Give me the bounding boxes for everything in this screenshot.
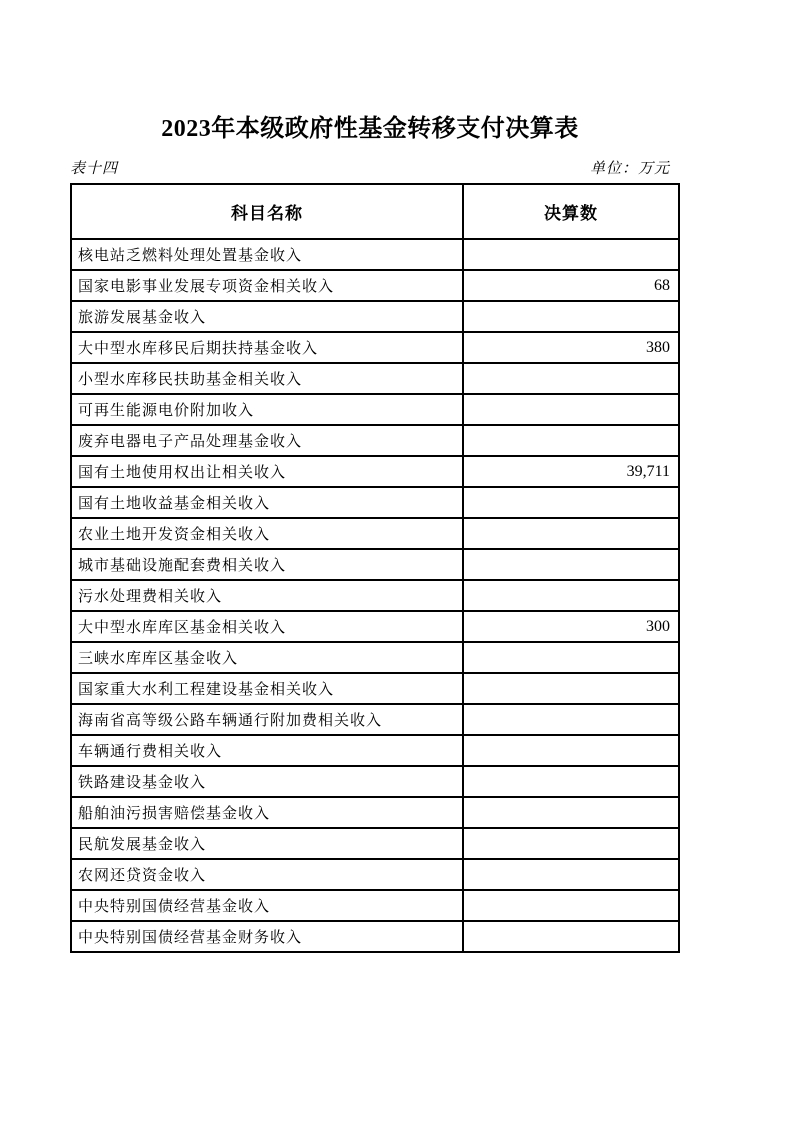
amount-cell	[463, 580, 679, 611]
table-row	[71, 363, 679, 394]
subject-name-cell: 三峡水库库区基金收入	[71, 642, 463, 673]
table-row	[71, 332, 679, 363]
table-row	[71, 580, 679, 611]
table-row	[71, 704, 679, 735]
table-row	[71, 673, 679, 704]
subject-name-cell: 污水处理费相关收入	[71, 580, 463, 611]
amount-cell	[463, 239, 679, 270]
unit-label: 单位：万元	[589, 161, 670, 177]
column-header-amount: 决算数	[463, 184, 679, 239]
subject-name-cell: 可再生能源电价附加收入	[71, 394, 463, 425]
amount-cell	[463, 890, 679, 921]
table-row	[71, 518, 679, 549]
subject-name-cell: 旅游发展基金收入	[71, 301, 463, 332]
amount-cell	[463, 704, 679, 735]
subject-name-cell: 中央特别国债经营基金财务收入	[71, 921, 463, 952]
amount-cell	[463, 673, 679, 704]
amount-cell	[463, 301, 679, 332]
table-row	[71, 611, 679, 642]
table-row	[71, 828, 679, 859]
table-row	[71, 487, 679, 518]
amount-cell	[463, 766, 679, 797]
table-row	[71, 270, 679, 301]
table-number-label: 表十四	[70, 161, 119, 177]
amount-cell	[463, 487, 679, 518]
column-header-subject: 科目名称	[71, 184, 463, 239]
subject-name-cell: 大中型水库库区基金相关收入	[71, 611, 463, 642]
amount-cell	[463, 363, 679, 394]
table-row	[71, 921, 679, 952]
table-row	[71, 797, 679, 828]
table-body	[71, 239, 679, 952]
table-row	[71, 394, 679, 425]
table-row	[71, 549, 679, 580]
subject-name-cell: 国家重大水利工程建设基金相关收入	[71, 673, 463, 704]
amount-cell	[463, 828, 679, 859]
fund-transfer-table	[70, 183, 680, 953]
table-header-row	[71, 184, 679, 239]
subject-name-cell: 国家电影事业发展专项资金相关收入	[71, 270, 463, 301]
amount-cell	[463, 921, 679, 952]
table-row	[71, 301, 679, 332]
subject-name-cell: 城市基础设施配套费相关收入	[71, 549, 463, 580]
amount-cell	[463, 797, 679, 828]
table-row	[71, 239, 679, 270]
amount-cell	[463, 425, 679, 456]
amount-cell	[463, 394, 679, 425]
subject-name-cell: 核电站乏燃料处理处置基金收入	[71, 239, 463, 270]
subject-name-cell: 海南省高等级公路车辆通行附加费相关收入	[71, 704, 463, 735]
amount-cell: 68	[463, 270, 679, 301]
table-row	[71, 890, 679, 921]
subject-name-cell: 农网还贷资金收入	[71, 859, 463, 890]
amount-cell	[463, 735, 679, 766]
amount-cell	[463, 859, 679, 890]
table-row	[71, 766, 679, 797]
amount-cell	[463, 549, 679, 580]
table-row	[71, 642, 679, 673]
table-row	[71, 456, 679, 487]
table-meta	[70, 157, 670, 178]
amount-cell	[463, 518, 679, 549]
subject-name-cell: 铁路建设基金收入	[71, 766, 463, 797]
table-row	[71, 735, 679, 766]
subject-name-cell: 农业土地开发资金相关收入	[71, 518, 463, 549]
amount-cell: 300	[463, 611, 679, 642]
subject-name-cell: 国有土地使用权出让相关收入	[71, 456, 463, 487]
subject-name-cell: 国有土地收益基金相关收入	[71, 487, 463, 518]
document-page	[70, 0, 670, 1122]
page-title: 2023年本级政府性基金转移支付决算表	[161, 116, 579, 142]
subject-name-cell: 民航发展基金收入	[71, 828, 463, 859]
subject-name-cell: 废弃电器电子产品处理基金收入	[71, 425, 463, 456]
subject-name-cell: 中央特别国债经营基金收入	[71, 890, 463, 921]
amount-cell: 39,711	[463, 456, 679, 487]
table-row	[71, 859, 679, 890]
subject-name-cell: 车辆通行费相关收入	[71, 735, 463, 766]
subject-name-cell: 大中型水库移民后期扶持基金收入	[71, 332, 463, 363]
amount-cell: 380	[463, 332, 679, 363]
table-row	[71, 425, 679, 456]
subject-name-cell: 船舶油污损害赔偿基金收入	[71, 797, 463, 828]
subject-name-cell: 小型水库移民扶助基金相关收入	[71, 363, 463, 394]
amount-cell	[463, 642, 679, 673]
